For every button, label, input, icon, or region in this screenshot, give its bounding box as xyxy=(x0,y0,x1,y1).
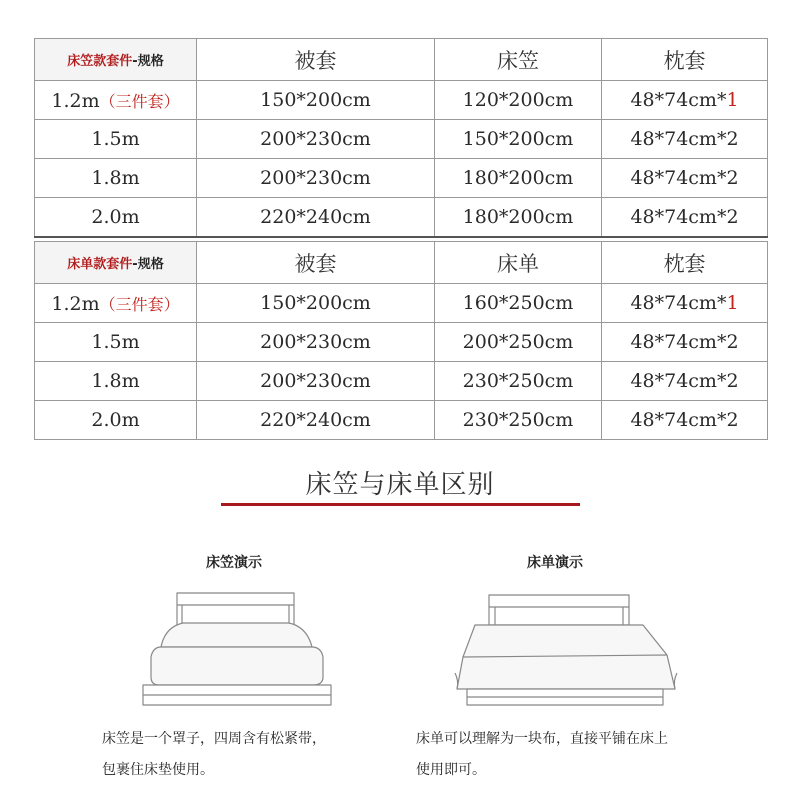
size-cell: 2.0m xyxy=(35,401,197,440)
table-row xyxy=(35,401,768,440)
pillow-cell: 48*74cm*2 xyxy=(602,401,768,440)
table-row xyxy=(35,159,768,198)
pillow-cell: 48*74cm*1 xyxy=(602,81,768,120)
sheet-cell: 230*250cm xyxy=(435,362,602,401)
sheet-cell: 150*200cm xyxy=(435,120,602,159)
table-caption: 床笠款套件-规格 xyxy=(35,39,197,81)
size-cell: 1.5m xyxy=(35,323,197,362)
pillow-cell: 48*74cm*2 xyxy=(602,120,768,159)
duvet-cell: 150*200cm xyxy=(197,284,435,323)
sheet-cell: 120*200cm xyxy=(435,81,602,120)
pillow-cell: 48*74cm*2 xyxy=(602,362,768,401)
size-cell: 2.0m xyxy=(35,198,197,238)
size-cell: 1.8m xyxy=(35,362,197,401)
duvet-cell: 200*230cm xyxy=(197,120,435,159)
table-row xyxy=(35,198,768,238)
duvet-cell: 200*230cm xyxy=(197,323,435,362)
table-row xyxy=(35,81,768,120)
table-caption: 床单款套件-规格 xyxy=(35,242,197,284)
duvet-cell: 220*240cm xyxy=(197,401,435,440)
pillow-cell: 48*74cm*2 xyxy=(602,323,768,362)
duvet-cell: 200*230cm xyxy=(197,159,435,198)
section-title: 床笠与床单区别 xyxy=(305,470,495,500)
sheet-cell: 180*200cm xyxy=(435,159,602,198)
flat-sheet-spec-table xyxy=(34,241,768,440)
fitted-demo-description: 床笠是一个罩子，四周含有松紧带， 包裹住床垫使用。 xyxy=(102,731,326,778)
header-sheet: 床笠 xyxy=(435,39,602,81)
size-cell: 1.5m xyxy=(35,120,197,159)
fitted-sheet-bed-icon xyxy=(137,585,337,713)
table-row xyxy=(35,323,768,362)
pillow-cell: 48*74cm*1 xyxy=(602,284,768,323)
header-duvet: 被套 xyxy=(197,39,435,81)
table-header-row xyxy=(35,242,768,284)
size-cell: 1.2m（三件套） xyxy=(35,81,197,120)
duvet-cell: 200*230cm xyxy=(197,362,435,401)
flat-sheet-bed-icon xyxy=(445,585,685,713)
duvet-cell: 150*200cm xyxy=(197,81,435,120)
section-divider xyxy=(221,503,580,506)
table-row xyxy=(35,362,768,401)
sheet-cell: 160*250cm xyxy=(435,284,602,323)
flat-demo-title: 床单演示 xyxy=(527,555,583,571)
table-row xyxy=(35,120,768,159)
header-pillow: 枕套 xyxy=(602,39,768,81)
sheet-cell: 230*250cm xyxy=(435,401,602,440)
flat-demo-description: 床单可以理解为一块布，直接平铺在床上 使用即可。 xyxy=(416,731,668,778)
size-cell: 1.8m xyxy=(35,159,197,198)
pillow-cell: 48*74cm*2 xyxy=(602,159,768,198)
fitted-demo-title: 床笠演示 xyxy=(206,555,262,571)
duvet-cell: 220*240cm xyxy=(197,198,435,238)
pillow-cell: 48*74cm*2 xyxy=(602,198,768,238)
header-sheet: 床单 xyxy=(435,242,602,284)
sheet-cell: 200*250cm xyxy=(435,323,602,362)
table-header-row xyxy=(35,39,768,81)
size-cell: 1.2m（三件套） xyxy=(35,284,197,323)
sheet-cell: 180*200cm xyxy=(435,198,602,238)
table-row xyxy=(35,284,768,323)
header-pillow: 枕套 xyxy=(602,242,768,284)
fitted-sheet-spec-table xyxy=(34,38,768,238)
header-duvet: 被套 xyxy=(197,242,435,284)
